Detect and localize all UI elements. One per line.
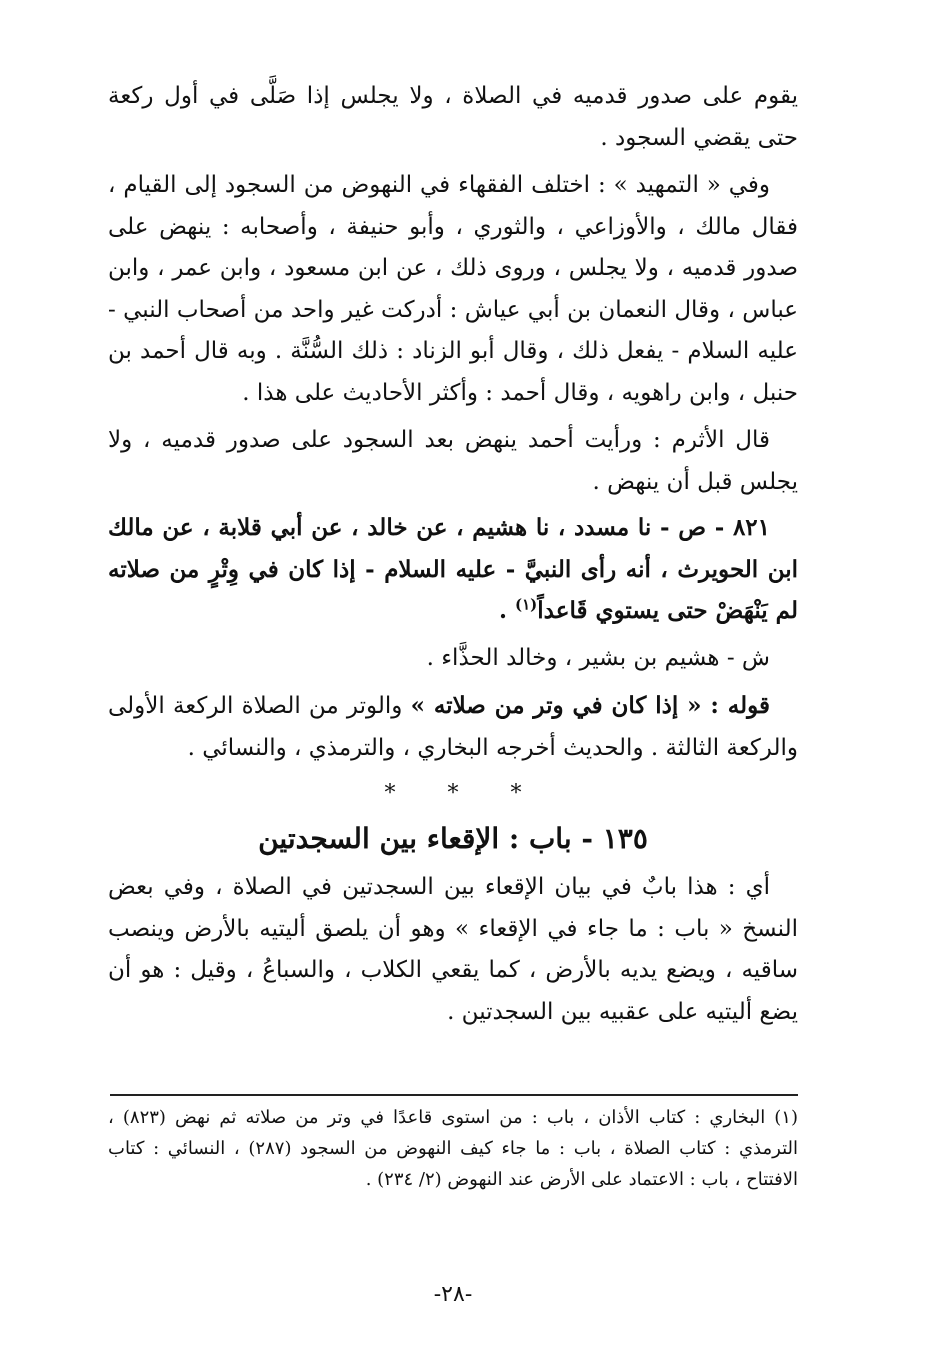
paragraph-continuation [108, 76, 798, 159]
section-separator [108, 779, 798, 809]
sharh-line [108, 638, 798, 680]
book-page [108, 70, 798, 1360]
footnote: (١) البخاري : كتاب الأذان ، باب : من استوى قاعدًا في وتر من صلاته ثم نهض (٨٢٣) ، الترمذي : كتاب الصلاة ، باب : ما جاء كيف النهوض من السجود (٢٨٧) ، النسائي : كتاب الافتتاح ، باب : الاعتماد على الأرض عند النهوض (٢/ ٢٣٤) . [108, 1107, 799, 1190]
footnotes [108, 1102, 798, 1195]
chapter-heading: ١٣٥ - باب : الإقعاء بين السجدتين [258, 822, 648, 855]
separator-star: * [384, 781, 396, 806]
paragraph-athram [108, 420, 798, 503]
hadith-text [108, 507, 798, 632]
qawluhu-lead: قوله : « إذا كان في وتر من صلاته » [410, 692, 770, 719]
chapter-paragraph [108, 867, 798, 1033]
qawluhu-paragraph [108, 685, 798, 769]
qawluhu-text: والوتر من الصلاة الركعة الأولى والركعة الثالثة . والحديث أخرجه البخاري ، والترمذي ، والنسائي . [108, 693, 798, 761]
footnote-reference[interactable]: (١) [514, 595, 538, 614]
paragraph-text: أي : هذا بابٌ في بيان الإقعاء بين السجدتين في الصلاة ، وفي بعض النسخ « باب : ما جاء في الإقعاء » وهو أن يلصق أليتيه بالأرض وينصب ساقيه ، ويضع يديه بالأرض ، كما يقعي الكلاب ، والسباعُ ، وقيل : هو أن يضع أليتيه على عقبيه بين السجدتين . [108, 874, 798, 1025]
paragraph-text: وفي « التمهيد » : اختلف الفقهاء في النهوض من السجود إلى القيام ، فقال مالك ، والأوزاعي ، والثوري ، وأبو حنيفة ، وأصحابه : ينهض على صدور قدميه ، ولا يجلس ، وروى ذلك ، عن ابن مسعود ، وابن عمر ، وابن عباس ، وقال النعمان بن أبي عياش : أدركت غير واحد من أصحاب النبي - عليه السلام - يفعل ذلك ، وقال أبو الزناد : ذلك السُّنَّة . وبه قال أحمد بن حنبل ، وابن راهويه ، وقال أحمد : وأكثر الأحاديث على هذا . [108, 172, 798, 406]
separator-star: * [447, 781, 459, 806]
paragraph-text: يقوم على صدور قدميه في الصلاة ، ولا يجلس إذا صَلَّى في أول ركعة حتى يقضي السجود . [108, 83, 798, 151]
hadith-end: . [498, 597, 515, 624]
page-number: -٢٨- [433, 1282, 473, 1307]
footnote-divider [110, 1094, 798, 1096]
separator-star: * [510, 781, 522, 806]
hadith-body: ٨٢١ - ص - نا مسدد ، نا هشيم ، عن خالد ، عن أبي قلابة ، عن مالك ابن الحويرث ، أنه رأى النبيَّ - عليه السلام - إذا كان في وِتْرٍ من صلاته لم يَنْهَضْ حتى يستوي قَاعداً [108, 514, 798, 624]
sharh-text: ش - هشيم بن بشير ، وخالد الحذَّاء . [426, 644, 770, 671]
paragraph-text: قال الأثرم : ورأيت أحمد ينهض بعد السجود على صدور قدميه ، ولا يجلس قبل أن ينهض . [108, 427, 798, 495]
paragraph-tamhid [108, 165, 798, 414]
